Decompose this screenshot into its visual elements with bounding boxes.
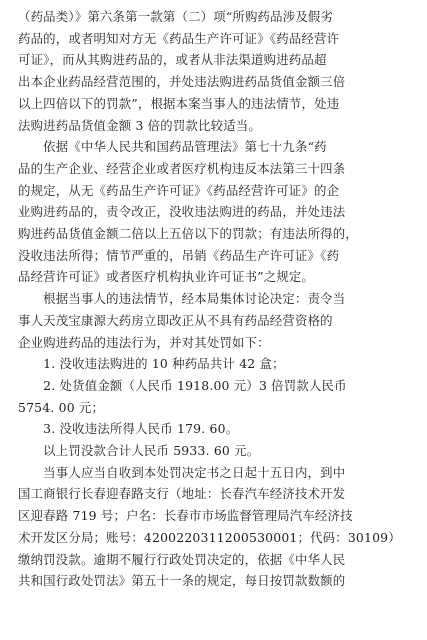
paragraph-legal-provision-continuation xyxy=(18,6,409,136)
text-line: 当事人应当自收到本处罚决定书之日起十五日内，到中 xyxy=(18,464,346,480)
text-line: 没收违法所得；情节严重的，吊销《药品生产许可证》《药 xyxy=(18,247,340,263)
text-line: 品的生产企业、经营企业或者医疗机构违反本法第三十四条 xyxy=(18,160,346,176)
paragraph-decision xyxy=(18,288,409,353)
penalty-list xyxy=(18,353,409,462)
text-line: 根据当事人的违法情节，经本局集体讨论决定：责令当 xyxy=(18,291,346,307)
penalty-total: 以上罚没款合计人民币 5933. 60 元。 xyxy=(18,443,260,459)
text-line: （药品类）》第六条第一款第（二）项“所购药品涉及假劣 xyxy=(18,9,334,24)
penalty-item-continuation: 5754. 00 元； xyxy=(18,399,105,415)
text-line: 业购进药品的，责令改正，没收违法购进的药品，并处违法 xyxy=(18,204,346,220)
paragraph-drug-administration-law xyxy=(18,136,409,288)
penalty-item: 1. 没收违法购进的 10 种药品共计 42 盒； xyxy=(18,356,285,372)
text-line: 品经营许可证》或者医疗机构执业许可证书”之规定。 xyxy=(18,269,315,285)
text-line: 购进药品货值金额二倍以上五倍以下的罚款；有违法所得的， xyxy=(18,226,358,242)
text-line: 共和国行政处罚法》第五十一条的规定，每日按罚款数额的 xyxy=(18,573,346,589)
penalty-item: 2. 处货值金额（人民币 1918.00 元）3 倍罚款人民币 xyxy=(18,377,347,393)
text-line: 法购进药品货值金额 3 倍的罚款比较适当。 xyxy=(18,117,261,133)
penalty-item: 3. 没收违法所得人民币 179. 60。 xyxy=(18,421,239,437)
paragraph-payment-instructions xyxy=(18,462,409,592)
text-line: 以上四倍以下的罚款”，根据本案当事人的违法情节，处违 xyxy=(18,95,340,111)
text-line: 药品的，或者明知对方无《药品生产许可证》《药品经营许 xyxy=(18,30,340,46)
text-line: 依据《中华人民共和国药品管理法》第七十九条“药 xyxy=(18,139,327,155)
text-line: 出本企业药品经营范围的，并处违法购进药品货值金额三倍 xyxy=(18,74,346,90)
text-line: 缴纳罚没款。逾期不履行行政处罚决定的，依据《中华人民 xyxy=(18,551,346,567)
text-line: 国工商银行长春迎春路支行（地址：长春汽车经济技术开发 xyxy=(18,486,346,502)
text-line: 的规定，从无《药品生产许可证》《药品经营许可证》的企 xyxy=(18,182,340,198)
text-line: 术开发区分局；账号：4200220311200530001；代码：30109） xyxy=(18,529,401,545)
text-line: 可证》，而从其购进药品的，或者从非法渠道购进药品超 xyxy=(18,52,327,68)
text-line: 事人天茂宝康源大药房立即改正从不具有药品经营资格的 xyxy=(18,312,333,328)
text-line: 企业购进药品的违法行为，并对其处罚如下： xyxy=(18,334,270,350)
text-line: 区迎春路 719 号；户名：长春市市场监督管理局汽车经济技 xyxy=(18,508,353,524)
